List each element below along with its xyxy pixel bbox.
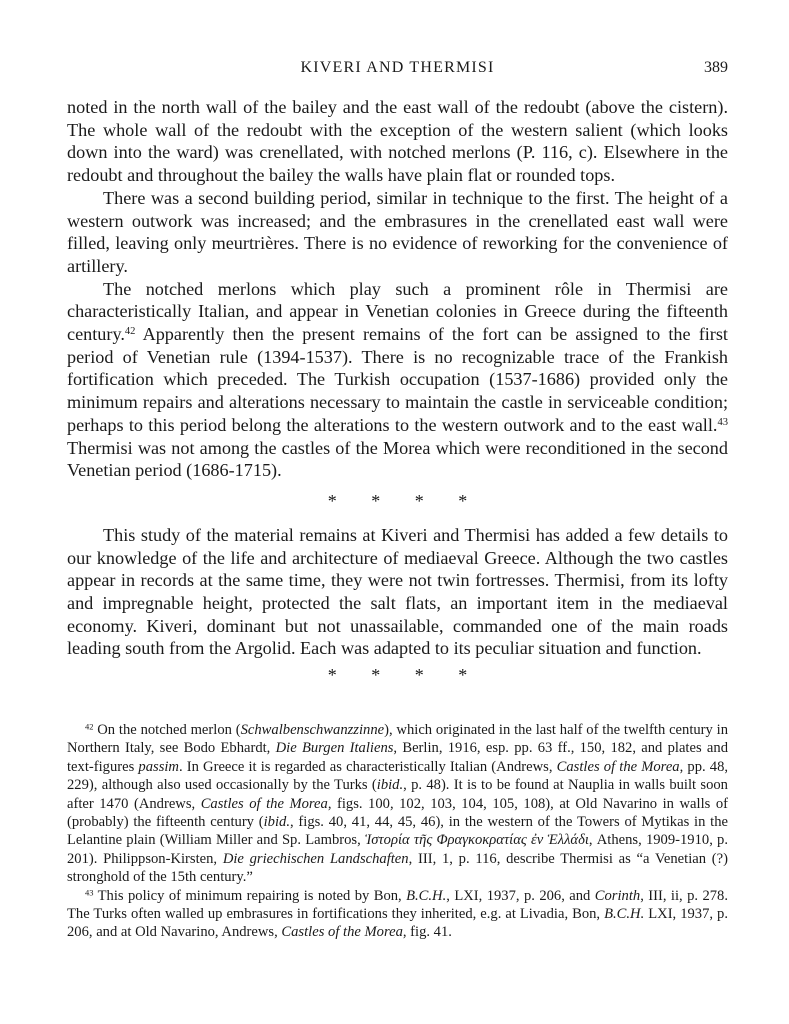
footnote-42	[67, 721, 728, 887]
footnotes	[67, 721, 728, 942]
footnote-text: This policy of minimum repairing is noted by Bon,	[93, 887, 407, 904]
footnote-ref-42[interactable]: 42	[124, 326, 136, 338]
footnote-text: , fig. 41.	[402, 924, 452, 941]
footnote-italic: Ἱστορία τῆς Φραγκοκρατίας ἐν Ἑλλάδι	[364, 832, 589, 849]
footnote-text: , III, 1, p. 116, describe Thermisi as “a Venetian (?) stronghold of the 15th century.”	[67, 850, 728, 886]
paragraph-4: This study of the material remains at Kiveri and Thermisi has added a few details to our knowledge of the life and architecture of mediaeval Greece. Although the two castles appear in records at the same time, they were not twin fortresses. Thermisi, from its lofty and impregnable height, protected the salt flats, an important item in the mediaeval economy. Kiveri, dominant but not unassailable, commanded one of the main roads leading south from the Argolid. Each was adapted to its peculiar situation and function.	[67, 524, 728, 659]
footnote-43	[67, 887, 728, 942]
section-separator-end: * * * *	[327, 665, 468, 686]
footnote-text: On the notched merlon (	[93, 722, 241, 738]
footnote-italic: ibid.	[263, 814, 290, 831]
footnote-number: 43	[85, 887, 94, 897]
page-number: 389	[704, 59, 728, 76]
footnote-text: , Berlin, 1916, esp. pp. 63 ff., 150, 182, and plates and text-figures	[67, 740, 728, 775]
footnote-text: , figs. 100, 102, 103, 104, 105, 108), at Old Navarino in walls of (probably) the fifteenth century (	[67, 795, 728, 831]
footnote-text: , LXI, 1937, p. 206, and	[446, 887, 595, 904]
footnote-number: 42	[85, 721, 94, 732]
footnote-italic: Castles of the Morea	[556, 758, 680, 775]
paragraph-3-part-1: The notched merlons which play such a prominent rôle in Thermisi are characteristically Italian, and appear in Venetian colonies in Greece during the fifteenth century.	[67, 278, 728, 345]
footnote-italic: Corinth	[594, 887, 641, 904]
running-head	[67, 59, 728, 81]
paragraph-3	[67, 278, 728, 482]
footnote-italic: B.C.H.	[604, 906, 645, 923]
footnote-italic: Castles of the Morea	[281, 924, 403, 941]
footnote-text: , III, ii, p. 278. The Turks often walled up embrasures in fortifications they inherited, e.g. at Livadia, Bon,	[67, 887, 728, 923]
footnote-text: , p. 48). It is to be found at Nauplia in walls built soon after 1470 (Andrews,	[67, 777, 728, 812]
footnote-italic: B.C.H.	[406, 887, 447, 904]
paragraph-2: There was a second building period, similar in technique to the first. The height of a western outwork was increased; and the embrasures in the crenellated east wall were filled, leaving only meurtrières. There is no evidence of reworking for the convenience of artillery.	[67, 187, 728, 276]
main-text	[67, 96, 728, 686]
footnote-text: , pp. 48, 229), although also used occasionally by the Turks (	[67, 758, 729, 794]
running-title: KIVERI AND THERMISI	[300, 59, 495, 76]
paragraph-3-part-2: Apparently then the present remains of the fort can be assigned to the first period of Venetian rule (1394-1537). There is no recognizable trace of the Frankish fortification which preceded. The Turkish occupation (1537-1686) provided only the minimum repairs and alterations necessary to maintain the castle in serviceable condition; perhaps to this period belong the alterations to the western outwork and to the east wall.	[67, 324, 728, 435]
footnote-ref-43[interactable]: 43	[717, 417, 728, 429]
footnote-text: , figs. 40, 41, 44, 45, 46), in the western of the Towers of Mytikas in the Lelantine plain (William Miller and Sp. Lambros,	[67, 814, 728, 849]
footnote-italic: Castles of the Morea	[200, 795, 328, 812]
paragraph-3-part-3: Thermisi was not among the castles of the Morea which were reconditioned in the second Venetian period (1686-1715).	[67, 437, 728, 481]
footnote-text: . In Greece it is regarded as characteristically Italian (Andrews,	[178, 758, 557, 775]
footnote-italic: Schwalbenschwanzzinne	[240, 722, 385, 738]
footnote-italic: ibid.	[376, 777, 404, 794]
footnote-italic: passim	[138, 758, 179, 775]
footnote-italic: Die griechischen Landschaften	[222, 850, 409, 867]
footnote-text: , Athens, 1909-1910, p. 201). Philippson-Kirsten,	[67, 832, 728, 867]
footnote-italic: Die Burgen Italiens	[275, 740, 394, 757]
paragraph-1: noted in the north wall of the bailey and the east wall of the redoubt (above the cistern). The whole wall of the redoubt with the exception of the western salient (which looks down into the ward) was crenellated, with notched merlons (P. 116, c). Elsewhere in the redoubt and throughout the bailey the walls have plain flat or rounded tops.	[67, 97, 728, 186]
footnote-text: LXI, 1937, p. 206, and at Old Navarino, Andrews,	[67, 906, 728, 941]
section-separator: * * * *	[327, 490, 468, 511]
footnote-text: ), which originated in the last half of the twelfth century in Northern Italy, see Bodo Ebhardt,	[67, 722, 728, 757]
